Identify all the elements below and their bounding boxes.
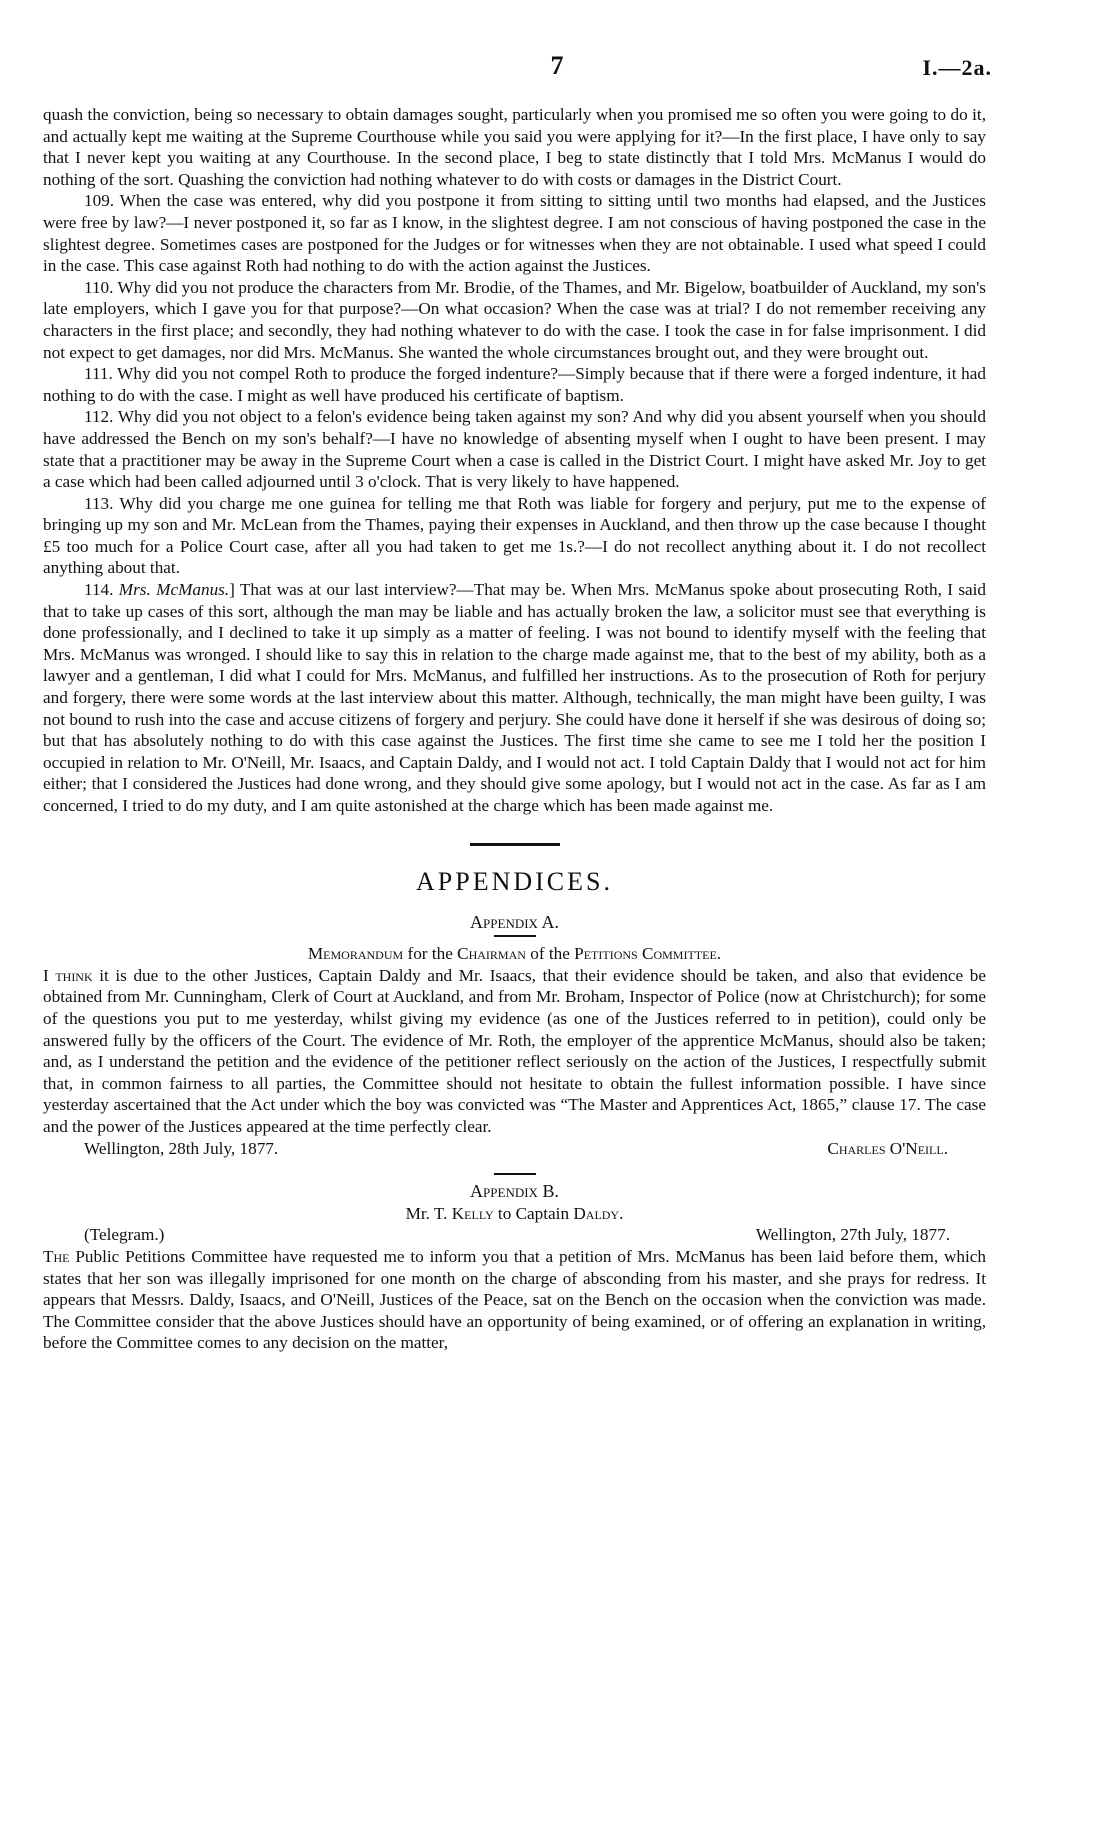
appendix-a-memo-title — [43, 943, 986, 965]
memo-lead-words: I think — [43, 965, 93, 985]
memo-title-joiner-2: of the — [525, 944, 575, 964]
appendix-a-date: Wellington, 28th July, 1877. — [84, 1138, 279, 1158]
page-reference: I.—2a. — [922, 55, 992, 80]
paragraph-114-speaker: Mrs. McManus. — [118, 580, 230, 600]
paragraph-112: 112. Why did you not object to a felon's evidence being taken against my son? And why did you absent yourself when you should have addressed the Bench on my son's behalf?—I have no knowledge of absenting myself when I ought to have been present. I may state that a practitioner may be away in the Supreme Court when a case is called in the District Court. I might have asked Mr. Joy to get a case which had been called adjourned until 3 o'clock. That is very likely to have happened. — [43, 407, 986, 492]
memo-body: it is due to the other Justices, Captain Daldy and Mr. Isaacs, that their evidence should be taken, and also that evidence be obtained from Mr. Cunningham, Clerk of Court at Auckland, and from Mr. Broham, Inspector of Police (now at Christchurch); for some of the questions you put to me yesterday, whilst giving my evidence (as one of the Justices referred to in petition), could only be answered fully by the officers of the Court. The evidence of Mr. Roth, the employer of the apprentice McManus, should also be taken; and, as I understand the petition and the evidence of the petitioner reflect seriously on the action of the Justices, I respectfully submit that, in common fairness to all parties, the Committee should not hesitate to obtain the fullest information possible. I have since yesterday ascertained that the Act under which the boy was convicted was “The Master and Apprentices Act, 1865,” clause 17. The case and the power of the Justices appeared at the time perfectly clear. — [43, 965, 986, 1136]
paragraph-114-number: 114. — [84, 580, 114, 600]
appendix-b-title: Appendix B. — [470, 1181, 559, 1202]
appendix-a-dateline — [43, 1138, 986, 1160]
telegram-body: Public Petitions Committee have requested me to inform you that a petition of Mrs. McManus has been laid before them, which states that her son was illegally imprisoned for one month on the charge of absconding from his master, and she prays for redress. It appears that Messrs. Daldy, Isaacs, and O'Neill, Justices of the Peace, sat on the Bench on the occasion when the conviction was made. The Committee consider that the above Justices should have an opportunity of being examined, or of offering an explanation in writing, before the Committee comes to any decision on the matter, — [43, 1246, 986, 1353]
subtitle-to: to Captain — [493, 1203, 574, 1223]
subtitle-from-name: Kelly — [451, 1203, 494, 1223]
document-body — [43, 104, 986, 1354]
appendix-a-title: Appendix A. — [470, 911, 559, 932]
paragraph-113: 113. Why did you charge me one guinea for telling me that Roth was liable for forgery and perjury, put me to the expense of bringing up my son and Mr. McLean from the Thames, paying their expenses in Auckland, and then throw up the case because I thought £5 too much for a Police Court case, after all you had taken to get me 1s.?—I do not recollect anything about it. I do not recollect anything about that. — [43, 493, 986, 578]
paragraph-109: 109. When the case was entered, why did you postpone it from sitting to sitting until two months had elapsed, and the Justices were free by law?—I never postponed it, so far as I know, in the slightest degree. I am not conscious of having postponed the case in the slightest degree. Sometimes cases are postponed for the Judges or for witnesses when they are not obtainable. I used what speed I could in the case. This case against Roth had nothing to do with the action against the Justices. — [43, 191, 986, 276]
appendix-a-rule — [494, 935, 536, 937]
paragraph-110: 110. Why did you not produce the characters from Mr. Brodie, of the Thames, and Mr. Bigelow, boatbuilder of Auckland, my son's late employers, which I gave you for that purpose?—On what occasion? When the case was at trial? I do not remember receiving any characters in the first place; and secondly, they had nothing whatever to do with the case. I took the case in for false imprisonment. I did not expect to get damages, nor did Mrs. McManus. She wanted the whole circumstances brought out, and they were brought out. — [43, 277, 986, 362]
page-number: 7 — [550, 51, 564, 80]
telegram-lead-word: The — [43, 1246, 70, 1266]
appendix-b-subtitle — [43, 1203, 986, 1225]
telegram-date: Wellington, 27th July, 1877. — [755, 1225, 950, 1245]
subtitle-from: Mr. T. — [405, 1203, 452, 1223]
appendix-b-telegram-line — [43, 1224, 986, 1246]
telegram-label: (Telegram.) — [84, 1225, 165, 1245]
paragraph-111: 111. Why did you not compel Roth to produce the forged indenture?—Simply because that if there were a forged indenture, it had nothing to do with the case. I might as well have produced his certificate of baptism. — [43, 364, 986, 405]
appendix-a-memo-text — [43, 965, 986, 1138]
memo-title-chairman: Chairman — [457, 944, 526, 964]
appendix-b-telegram-text — [43, 1246, 986, 1354]
appendices-heading: APPENDICES. — [416, 866, 613, 896]
paragraph-114-text: That was at our last interview?—That may be. When Mrs. McManus spoke about prosecuting Roth, I said that to take up cases of this sort, although the man may be liable and has actually broken the law, a solicitor must see that everything is done professionally, and I declined to take it up simply as a matter of feeling. I was not bound to identify myself with the feeling that Mrs. McManus was wronged. I should like to say this in relation to the charge made against me, that to the best of my ability, both as a lawyer and a gentleman, I did what I could for Mrs. McManus, and fulfilled her instructions. As to the prosecution of Roth for perjury and forgery, there were some words at the last interview about this matter. Although, technically, the man might have been guilty, I was not bound to rush into the case and accuse citizens of forgery and perjury. She could have done it herself if she was desirous of doing so; but that has absolutely nothing to do with this case against the Justices. The first time she came to see me I told her the position I occupied in relation to Mr. O'Neill, Mr. Isaacs, and Captain Daldy, and I would not act. I told Captain Daldy that I would not act for him either; that I considered the Justices had done wrong, and they should give some apology, but I would not act in the case. As far as I am concerned, I tried to do my duty, and I am quite astonished at the charge which has been made against me. — [43, 580, 987, 815]
subtitle-to-name: Daldy. — [573, 1203, 624, 1223]
appendix-b-divider — [494, 1173, 536, 1175]
paragraph-114-bracket: ] — [229, 580, 235, 600]
memo-title-committee: Petitions Committee. — [574, 944, 722, 964]
memo-title-word: Memorandum — [307, 944, 404, 964]
paragraph-continuation: quash the conviction, being so necessary to obtain damages sought, particularly when you promised me so often you were going to do it, and actually kept me waiting at the Supreme Courthouse while you said you were applying for it?—In the first place, I have only to say that I never kept you waiting at any Courthouse. In the second place, I beg to state distinctly that I told Mrs. McManus I would do nothing of the sort. Quashing the conviction had nothing whatever to do with costs or damages in the District Court. — [43, 105, 986, 189]
memo-title-joiner: for the — [403, 944, 458, 964]
section-divider — [470, 843, 560, 846]
paragraph-114 — [43, 579, 986, 817]
appendix-a-signature: Charles O'Neill. — [827, 1138, 948, 1158]
